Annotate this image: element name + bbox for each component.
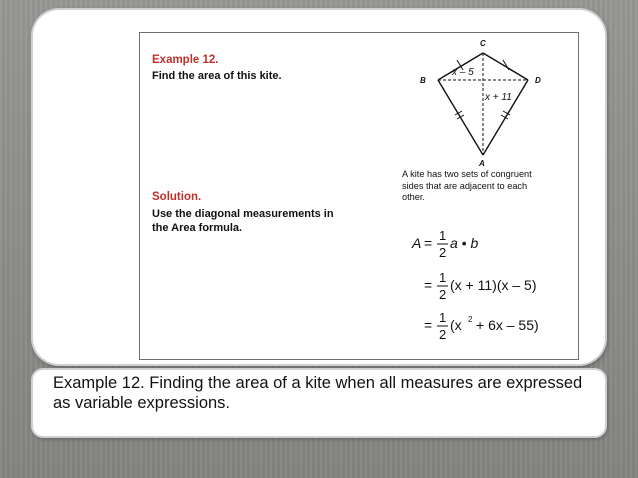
vertex-label-a: A xyxy=(479,159,485,168)
example-prompt: Find the area of this kite. xyxy=(152,70,282,82)
vertex-label-b: B xyxy=(420,76,426,85)
formula-half-numerator: 1 xyxy=(439,270,447,285)
formula-equals: = xyxy=(424,277,433,293)
slide-caption: Example 12. Finding the area of a kite when all measures are expressed as variable expressions. xyxy=(53,374,583,412)
formula-line3-exponent: 2 xyxy=(468,315,473,324)
kite-side-cd xyxy=(483,53,528,80)
formula-half-denominator: 2 xyxy=(439,287,447,302)
formula-half-denominator: 2 xyxy=(439,245,447,260)
measure-label-bottom: x + 11 xyxy=(485,92,512,103)
formula-half-denominator: 2 xyxy=(439,327,447,342)
formula-line3-rhs-b: + 6x – 55) xyxy=(476,317,539,333)
example-title: Example 12. xyxy=(152,54,219,66)
formula-equals: = xyxy=(424,235,433,251)
formula-half-numerator: 1 xyxy=(439,228,447,243)
kite-diagram xyxy=(402,33,572,168)
solution-body: Use the diagonal measurements in the Area formula. xyxy=(152,208,334,234)
solution-title: Solution. xyxy=(152,191,202,203)
formula-line1-rhs: a • b xyxy=(450,235,479,251)
formula-equals: = xyxy=(424,317,433,333)
caption-card xyxy=(33,370,605,436)
formula-area-symbol: A xyxy=(412,235,422,251)
formula-half-numerator: 1 xyxy=(439,310,447,325)
area-formula xyxy=(410,218,570,348)
vertex-label-c: C xyxy=(480,39,486,48)
formula-line2-rhs: (x + 11)(x – 5) xyxy=(450,277,537,293)
example-content-box xyxy=(139,32,579,360)
formula-line3-rhs-a: (x xyxy=(450,317,462,333)
vertex-label-d: D xyxy=(535,76,541,85)
slide-card xyxy=(33,10,605,364)
measure-label-top: x – 5 xyxy=(452,67,474,78)
kite-definition-note: A kite has two sets of congruent sides that are adjacent to each other. xyxy=(402,169,532,202)
